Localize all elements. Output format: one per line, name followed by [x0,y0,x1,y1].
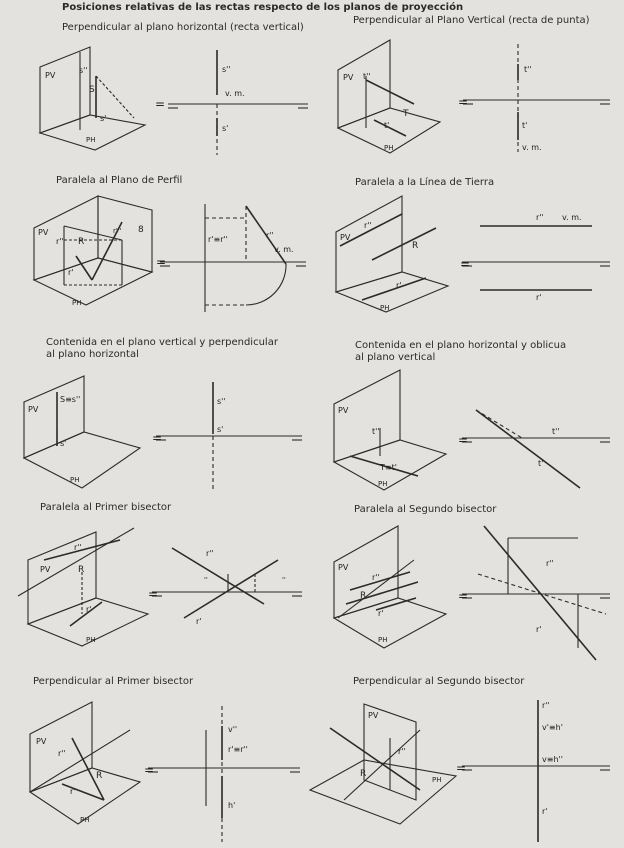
r2-label-proj-3: r'' [536,213,544,222]
figure-first-bisector-parallel-3d [18,528,148,646]
s2-label-proj-4: s'' [217,397,226,406]
teq-text: T≡t' [380,463,397,472]
t2-label-proj: t'' [524,65,532,74]
eq-4: = [460,257,471,271]
r2-text-5: r'' [58,749,66,758]
r2-text-2: r'' [364,221,372,230]
r1-text-4: r' [378,609,384,618]
figure-second-bisector-parallel-dihedral [462,526,610,660]
pv-text-4: PV [340,233,351,242]
t2-text-3: t'' [372,427,380,436]
r-text-2: R [412,241,419,251]
s2-text: s'' [79,66,88,75]
r2-label-proj-2: r'' [266,231,274,240]
label-vertical-line: Perpendicular al plano horizontal (recta vertical) [62,22,304,33]
figure-second-bisector-parallel-3d [334,526,446,648]
label-punta-line: Perpendicular al Plano Vertical (recta de punta) [353,15,590,26]
vm-label-1: v. m. [225,89,245,98]
req-label-proj: r'≡r'' [228,745,248,754]
eq-6: = [458,433,469,447]
r1-label-proj-6: r' [196,617,202,626]
label-groundline-parallel: Paralela a la Línea de Tierra [355,177,495,188]
r1-text-3: r' [86,605,92,614]
label-vertical-contained-2: al plano horizontal [46,349,139,360]
req-text: r'≡r'' [208,235,228,244]
r2-label-proj-8: r'' [542,701,550,710]
s1-label-proj-4: s' [217,425,224,434]
pv-text-6: PV [338,406,349,415]
r2-text-6: r'' [398,747,406,756]
v2-label-proj: v'' [228,725,238,734]
figure-horizontal-contained-dihedral [462,410,610,488]
figure-groundline-line-3d [336,196,448,312]
r3-text: 8 [138,225,144,235]
r-text-6: R [360,769,367,779]
eq-5: = [152,431,163,445]
label-first-bisector-perpendicular: Perpendicular al Primer bisector [33,676,194,687]
t2-label-proj-5: t'' [552,427,560,436]
label-profile-parallel: Paralela al Plano de Perfil [56,175,183,186]
t1-label-proj: t' [522,121,528,130]
figure-second-bisector-perpendicular-3d [310,704,456,824]
s1-text-3: s' [60,439,67,448]
r2p-text: r''' [113,227,122,235]
label-horizontal-contained-1: Contenida en el plano horizontal y oblicua [355,340,567,351]
pv-text-5: PV [28,405,39,414]
pv-text-8: PV [338,563,349,572]
vm-label-4: v. m. [562,213,582,222]
r1-label-proj-3: r' [536,293,542,302]
heq-label: v≡h'' [542,755,563,764]
r1-text-5: r' [70,787,76,796]
label-horizontal-contained-2: al plano vertical [355,352,436,363]
r1-label-proj-7: r' [536,625,542,634]
r2-label-proj-7: r'' [546,559,554,568]
r-text-5: R [96,771,103,781]
ph-text-2: PH [384,144,394,152]
r1-label-proj-8: r' [542,807,548,816]
page-title: Posiciones relativas de las rectas respecto de los planos de proyección [62,2,464,13]
eq-3: = [156,255,167,269]
r-text: R [78,237,85,247]
figure-punta-line-3d [338,40,440,153]
figure-first-bisector-perpendicular-3d [30,702,140,824]
t2-text: t'' [363,72,371,81]
ph-text-4: PH [380,304,390,312]
r-text-4: R [360,591,367,601]
vm-label-3: v. m. [274,245,294,254]
vm-label-2: v. m. [522,143,542,152]
eq-1: = [155,97,166,111]
ph-text-8: PH [378,636,388,644]
r-text-3: R [78,565,85,575]
s1-text: s' [100,114,107,123]
label-first-bisector-parallel: Paralela al Primer bisector [40,502,172,513]
eq-7: = [148,587,159,601]
figure-profile-line-3d [34,196,152,307]
figure-punta-line-dihedral [463,44,610,152]
eq-10: = [456,761,467,775]
figure-vertical-contained-3d [24,376,140,488]
r2-text-3: r'' [74,543,82,552]
label-vertical-contained-1: Contenida en el plano vertical y perpendicular [46,337,278,348]
ph-text-7: PH [86,636,96,644]
ph-text-5: PH [70,476,80,484]
r2-label-proj-6: r'' [206,549,214,558]
eq-2: = [458,95,469,109]
figure-vertical-line-3d [40,47,145,150]
figure-profile-line-dihedral [160,204,306,312]
r2-text-4: r'' [372,573,380,582]
t-text: T [403,109,409,119]
figure-first-bisector-parallel-dihedral [152,548,302,626]
pv-text-7: PV [40,565,51,574]
figure-vertical-line-dihedral [168,50,308,155]
eq-9: = [144,763,155,777]
t1-text: t' [384,121,390,130]
ph-text-10: PH [432,776,442,784]
s-text: S [89,85,95,95]
pv-text: PV [45,71,56,80]
ph-text: PH [86,136,96,144]
t1-label-proj-5: t' [538,459,544,468]
r2-text: r'' [56,237,64,246]
pv-text-2: PV [343,73,354,82]
label-second-bisector-parallel: Paralela al Segundo bisector [354,504,497,515]
pv-text-3: PV [38,228,49,237]
tick-text-1: '' [204,576,208,584]
h1-label-proj: h' [228,801,236,810]
tick-text-2: '' [282,576,286,584]
label-second-bisector-perpendicular: Perpendicular al Segundo bisector [353,676,525,687]
s2-label-proj: s'' [222,65,231,74]
veq-label: v'≡h' [542,723,563,732]
ph-text-3: PH [72,299,82,307]
r1-text: r' [68,268,74,277]
ph-text-9: PH [80,816,90,824]
figure-vertical-contained-dihedral [156,382,302,492]
figure-first-bisector-perpendicular-dihedral [148,706,300,842]
eq-8: = [458,589,469,603]
pv-text-9: PV [36,737,47,746]
s1-label-proj: s' [222,124,229,133]
figure-groundline-line-dihedral [462,213,610,302]
figure-second-bisector-perpendicular-dihedral [462,700,610,842]
pv-text-10: PV [368,711,379,720]
r1-text-2: r' [396,281,402,290]
seq-text: S≡s'' [60,395,81,404]
ph-text-6: PH [378,480,388,488]
figure-horizontal-contained-3d [334,370,446,490]
